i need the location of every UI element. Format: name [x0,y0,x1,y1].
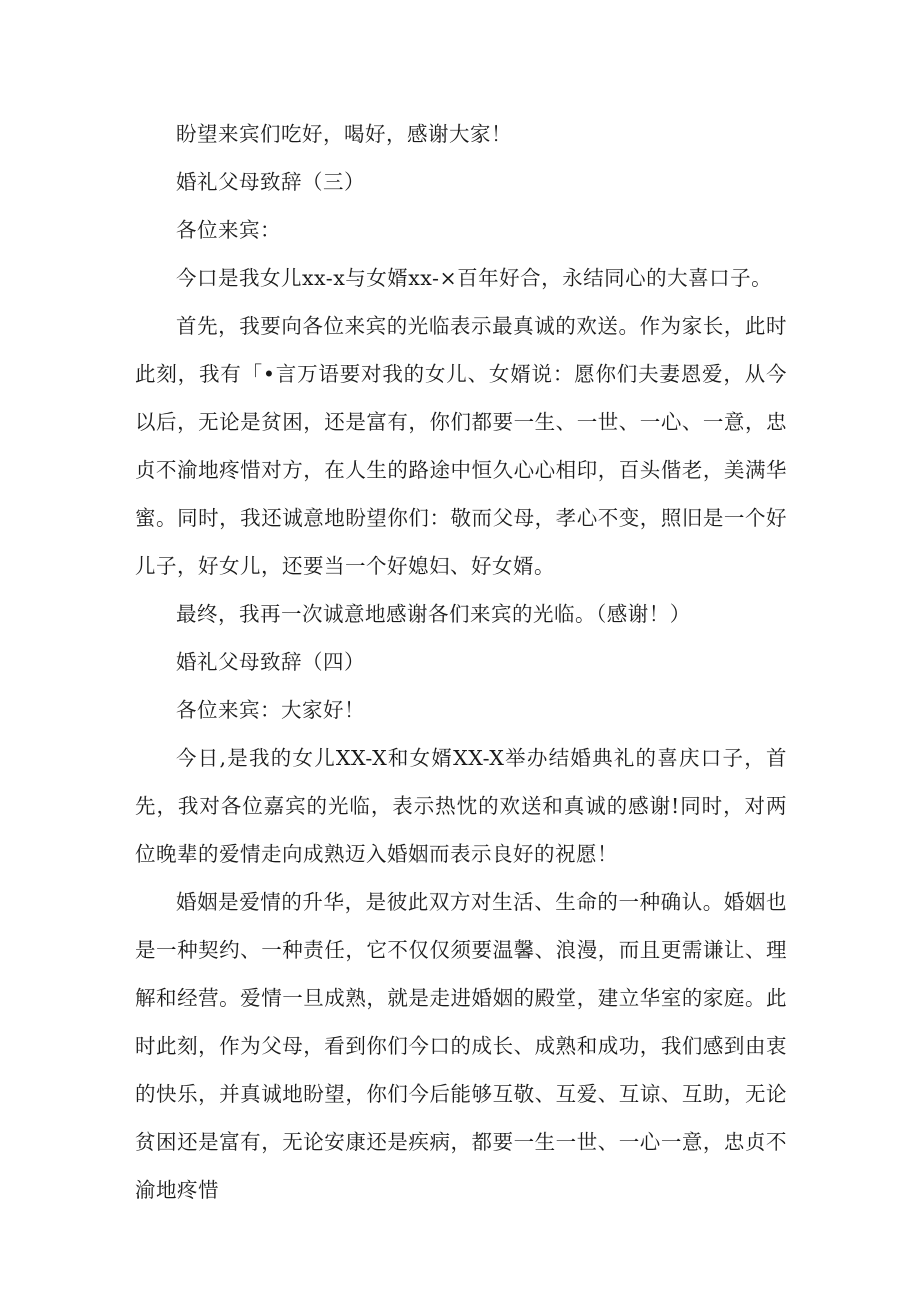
salutation-four: 各位来宾：大家好！ [176,698,365,722]
salutation-three: 各位来宾： [176,218,281,242]
paragraph-occasion-three: 今口是我女儿xx-x与女婿xx-×百年好合，永结同心的大喜口子。 [176,266,773,290]
heading-speech-three: 婚礼父母致辞（三） [176,170,365,194]
paragraph-welcome-four: 今日,是我的女儿XX-X和女婿XX-X举办结婚典礼的喜庆口子，首先，我对各位嘉宾的光临，表示热忱的欢送和真诚的感谢!同时，对两位晚辈的爱情走向成熟迈入婚姻而表示良好的祝愿！ [135,746,787,866]
paragraph-wishes-three: 首先，我要向各位来宾的光临表示最真诚的欢送。作为家长，此时此刻，我有「•言万语要对我的女儿、女婿说：愿你们夫妻恩爱，从今以后，无论是贫困，还是富有，你们都要一生、一世、一心、一意，忠贞不渝地疼惜对方，在人生的路途中恒久心心相印，百头偕老，美满华蜜。同时，我还诚意地盼望你们：敬而父母，孝心不变，照旧是一个好儿子，好女儿，还要当一个好媳妇、好女婿。 [135,314,787,578]
paragraph-final-thanks-three: 最终，我再一次诚意地感谢各们来宾的光临。（感谢！） [176,602,691,626]
document-body [135,110,787,1214]
paragraph-marriage-four: 婚姻是爱情的升华，是彼此双方对生活、生命的一种确认。婚姻也是一种契约、一种责任，它不仅仅须要温馨、浪漫，而且更需谦让、理解和经营。爱情一旦成熟，就是走进婚姻的殿堂，建立华室的家庭。此时此刻，作为父母，看到你们今口的成长、成熟和成功，我们感到由衷的快乐，并真诚地盼望，你们今后能够互敬、互爱、互谅、互助，无论贫困还是富有，无论安康还是疾病，都要一生一世、一心一意，忠贞不渝地疼惜 [135,890,787,1202]
heading-speech-four: 婚礼父母致辞（四） [176,650,365,674]
paragraph-closing-thanks: 盼望来宾们吃好，喝好，感谢大家！ [176,122,512,146]
